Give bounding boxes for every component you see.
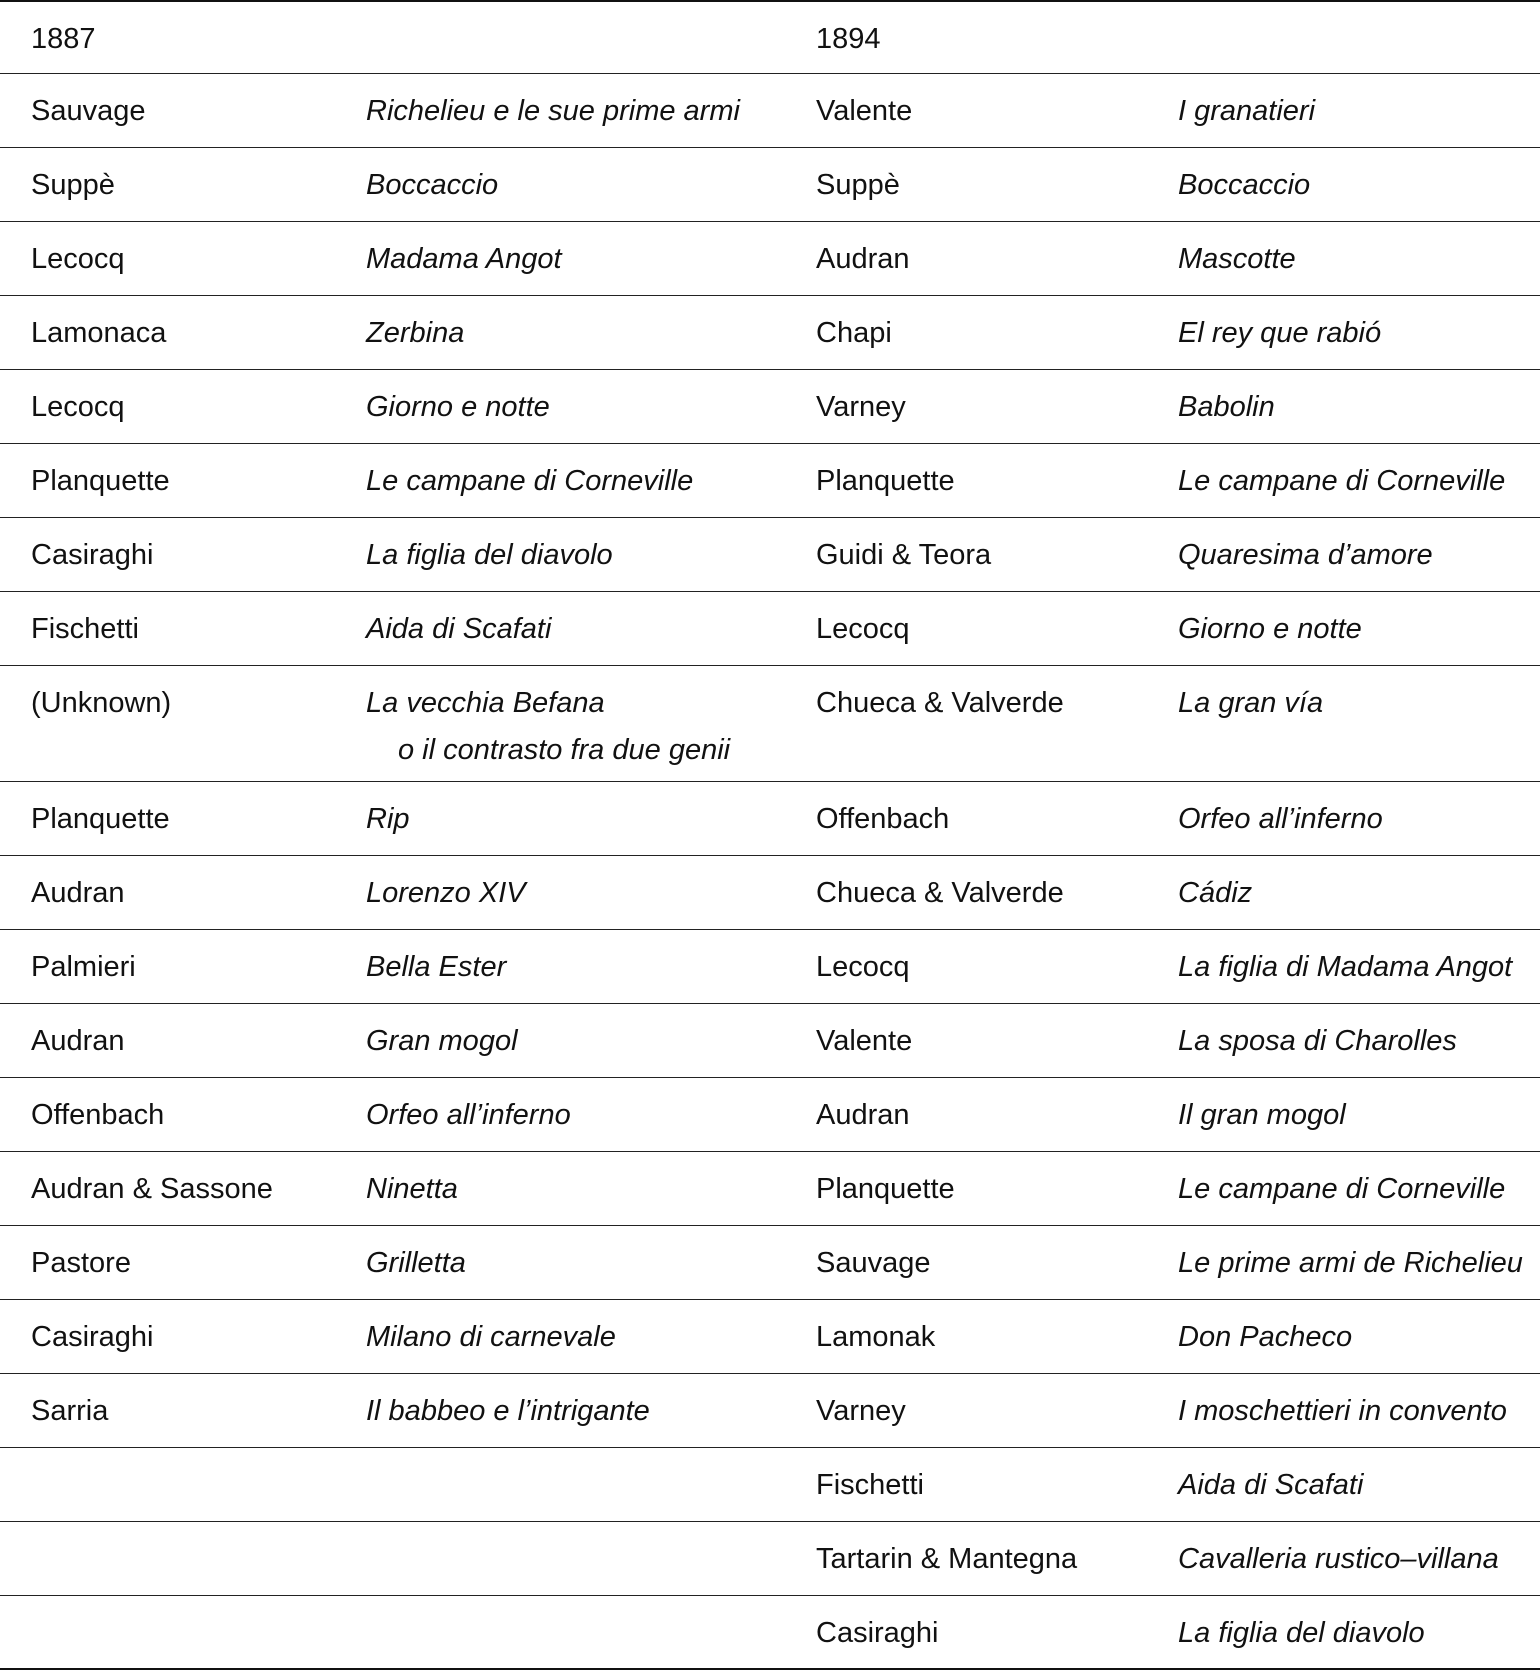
title-1887-continued: o il contrasto fra due genii xyxy=(398,734,731,766)
composer-1894: Planquette xyxy=(816,465,955,497)
composer-1887: Audran xyxy=(31,1025,125,1057)
composer-1894: Casiraghi xyxy=(816,1617,939,1649)
composer-1894: Planquette xyxy=(816,1173,955,1205)
title-1887: Zerbina xyxy=(366,317,465,349)
title-1894: La sposa di Charolles xyxy=(1178,1025,1457,1057)
title-1887: Orfeo all’inferno xyxy=(366,1099,571,1131)
title-1894: Il gran mogol xyxy=(1178,1099,1346,1131)
table-row xyxy=(0,1374,1540,1448)
composer-1894: Tartarin & Mantegna xyxy=(816,1543,1078,1575)
composer-1887: Lecocq xyxy=(31,243,125,275)
title-1887: Ninetta xyxy=(366,1173,458,1205)
table-row xyxy=(0,1004,1540,1078)
title-1894: Don Pacheco xyxy=(1178,1321,1353,1353)
composer-1894: Lecocq xyxy=(816,951,910,983)
composer-1894: Fischetti xyxy=(816,1469,924,1501)
title-1887: Il babbeo e l’intrigante xyxy=(366,1395,650,1427)
year-1887-header: 1887 xyxy=(31,23,96,55)
composer-1894: Valente xyxy=(816,1025,913,1057)
title-1887: Grilletta xyxy=(366,1247,466,1279)
composer-1894: Offenbach xyxy=(816,803,950,835)
composer-1894: Suppè xyxy=(816,169,900,201)
composer-1887: Palmieri xyxy=(31,951,136,983)
composer-1887: (Unknown) xyxy=(31,687,172,719)
table-row xyxy=(0,1300,1540,1374)
composer-1894: Lamonak xyxy=(816,1321,936,1353)
table-row xyxy=(0,1448,1540,1522)
table-row xyxy=(0,592,1540,666)
title-1894: El rey que rabió xyxy=(1178,317,1382,349)
composer-1887: Offenbach xyxy=(31,1099,165,1131)
title-1887: La figlia del diavolo xyxy=(366,539,613,571)
table-row xyxy=(0,1078,1540,1152)
composer-1894: Audran xyxy=(816,243,910,275)
title-1894: Mascotte xyxy=(1178,243,1296,275)
title-1894: La figlia di Madama Angot xyxy=(1178,951,1513,983)
table-row xyxy=(0,444,1540,518)
title-1894: Cavalleria rustico–villana xyxy=(1178,1543,1499,1575)
table-row xyxy=(0,296,1540,370)
composer-1894: Varney xyxy=(816,1395,906,1427)
title-1887: Lorenzo XIV xyxy=(366,877,526,909)
title-1887: Madama Angot xyxy=(366,243,562,275)
composer-1887: Planquette xyxy=(31,465,170,497)
table-row xyxy=(0,856,1540,930)
table-row xyxy=(0,518,1540,592)
composer-1894: Sauvage xyxy=(816,1247,931,1279)
title-1894: Le campane di Corneville xyxy=(1178,465,1506,497)
composer-1887: Lecocq xyxy=(31,391,125,423)
title-1887: Richelieu e le sue prime armi xyxy=(366,95,740,127)
composer-1887: Fischetti xyxy=(31,613,139,645)
title-1894: I moschettieri in convento xyxy=(1178,1395,1507,1427)
title-1887: Gran mogol xyxy=(366,1025,518,1057)
title-1887: Bella Ester xyxy=(366,951,507,983)
title-1894: Le campane di Corneville xyxy=(1178,1173,1506,1205)
year-1894-header: 1894 xyxy=(816,23,881,55)
title-1887: Le campane di Corneville xyxy=(366,465,694,497)
header-row xyxy=(0,0,1540,74)
title-1894: I granatieri xyxy=(1178,95,1316,127)
composer-1887: Audran & Sassone xyxy=(31,1173,273,1205)
table-row xyxy=(0,1152,1540,1226)
title-1894: Aida di Scafati xyxy=(1178,1469,1364,1501)
composer-1894: Lecocq xyxy=(816,613,910,645)
composer-1894: Varney xyxy=(816,391,906,423)
composer-1894: Guidi & Teora xyxy=(816,539,992,571)
title-1894: Quaresima d’amore xyxy=(1178,539,1433,571)
composer-1894: Chapi xyxy=(816,317,892,349)
table-row xyxy=(0,782,1540,856)
composer-1894: Chueca & Valverde xyxy=(816,687,1064,719)
title-1887: Boccaccio xyxy=(366,169,499,201)
title-1887: Giorno e notte xyxy=(366,391,550,423)
title-1887: Milano di carnevale xyxy=(366,1321,616,1353)
composer-1887: Pastore xyxy=(31,1247,131,1279)
table-row xyxy=(0,666,1540,782)
title-1894: La gran vía xyxy=(1178,687,1324,719)
table-row xyxy=(0,148,1540,222)
composer-1894: Audran xyxy=(816,1099,910,1131)
table-row xyxy=(0,74,1540,148)
table-row xyxy=(0,1226,1540,1300)
title-1894: Cádiz xyxy=(1178,877,1253,909)
table-row xyxy=(0,1522,1540,1596)
title-1894: La figlia del diavolo xyxy=(1178,1617,1425,1649)
composer-1887: Audran xyxy=(31,877,125,909)
title-1894: Babolin xyxy=(1178,391,1275,423)
composer-1887: Casiraghi xyxy=(31,1321,154,1353)
composer-1887: Planquette xyxy=(31,803,170,835)
table-row xyxy=(0,930,1540,1004)
title-1894: Boccaccio xyxy=(1178,169,1311,201)
title-1894: Giorno e notte xyxy=(1178,613,1362,645)
title-1887: La vecchia Befana xyxy=(366,687,605,719)
title-1887: Aida di Scafati xyxy=(366,613,552,645)
composer-1887: Sauvage xyxy=(31,95,146,127)
composer-1887: Casiraghi xyxy=(31,539,154,571)
composer-1894: Valente xyxy=(816,95,913,127)
composer-1887: Sarria xyxy=(31,1395,109,1427)
composer-1894: Chueca & Valverde xyxy=(816,877,1064,909)
composer-1887: Lamonaca xyxy=(31,317,167,349)
title-1894: Le prime armi de Richelieu xyxy=(1178,1247,1523,1279)
table-row xyxy=(0,1596,1540,1670)
table-row xyxy=(0,370,1540,444)
title-1894: Orfeo all’inferno xyxy=(1178,803,1383,835)
title-1887: Rip xyxy=(366,803,410,835)
table-row xyxy=(0,222,1540,296)
composer-1887: Suppè xyxy=(31,169,115,201)
